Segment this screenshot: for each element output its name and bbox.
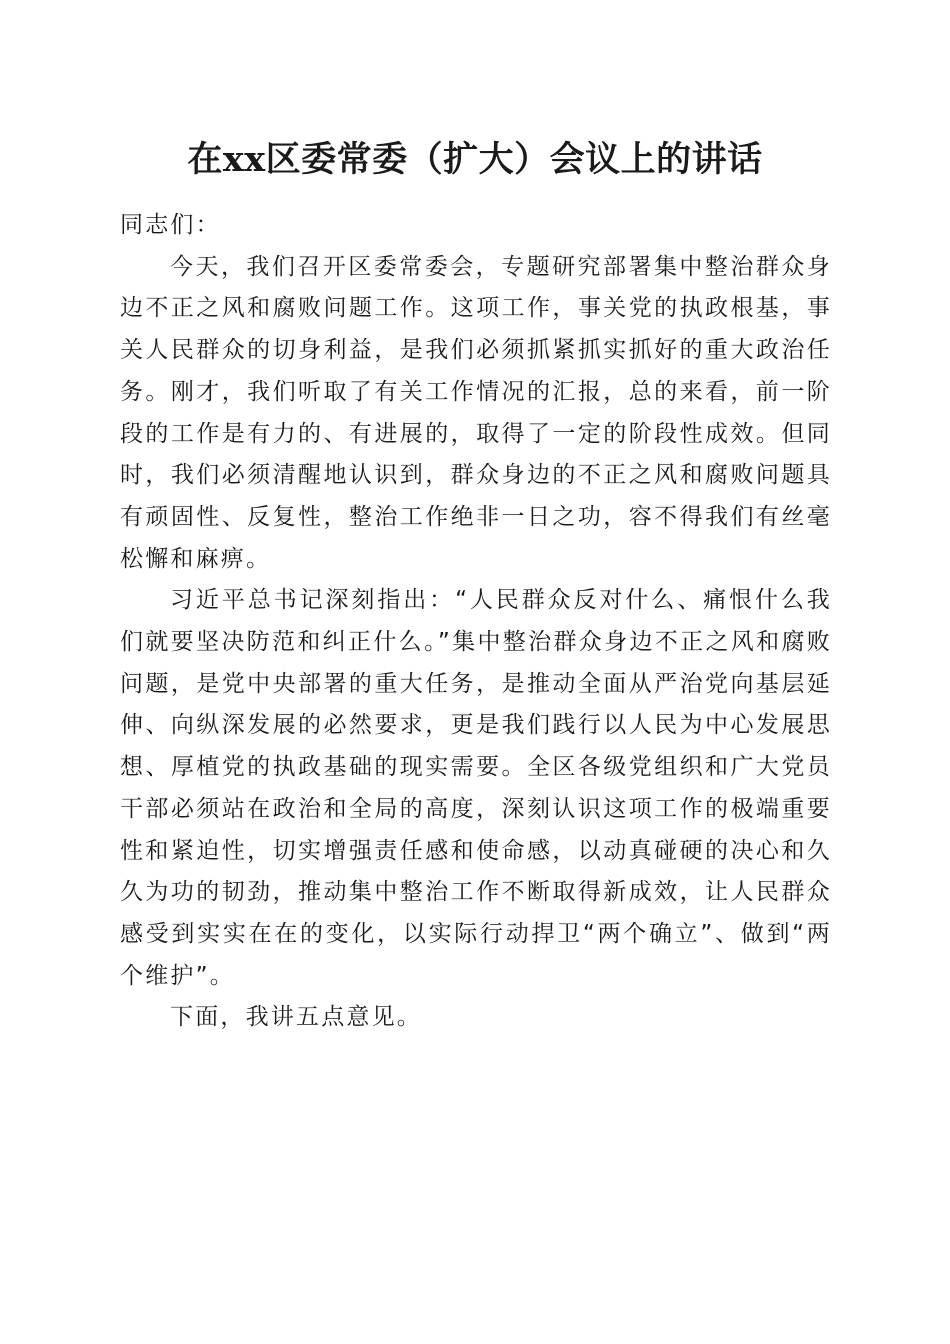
paragraph-3: 下面，我讲五点意见。 [170,1004,422,1031]
document-body [120,205,832,1039]
paragraph-2: 习近平总书记深刻指出：“人民群众反对什么、痛恨什么我们就要坚决防范和纠正什么。”集中整治群众身边不正之风和腐败问题，是党中央部署的重大任务，是推动全面从严治党向基层延伸、向纵深发展的必然要求，更是我们践行以人民为中心发展思想、厚植党的执政基础的现实需要。全区各级党组织和广大党员干部必须站在政治和全局的高度，深刻认识这项工作的极端重要性和紧迫性，切实增强责任感和使命感，以动真碰硬的决心和久久为功的韧劲，推动集中整治工作不断取得新成效，让人民群众感受到实实在在的变化，以实际行动捍卫“两个确立”、做到“两个维护”。 [120,587,832,989]
paragraph-1: 今天，我们召开区委常委会，专题研究部署集中整治群众身边不正之风和腐败问题工作。这项工作，事关党的执政根基，事关人民群众的切身利益，是我们必须抓紧抓实抓好的重大政治任务。刚才，我们听取了有关工作情况的汇报，总的来看，前一阶段的工作是有力的、有进展的，取得了一定的阶段性成效。但同时，我们必须清醒地认识到，群众身边的不正之风和腐败问题具有顽固性、反复性，整治工作绝非一日之功，容不得我们有丝毫松懈和麻痹。 [120,253,832,572]
document-title: 在xx区委常委（扩大）会议上的讲话 [187,139,763,180]
salutation: 同志们： [120,212,221,238]
